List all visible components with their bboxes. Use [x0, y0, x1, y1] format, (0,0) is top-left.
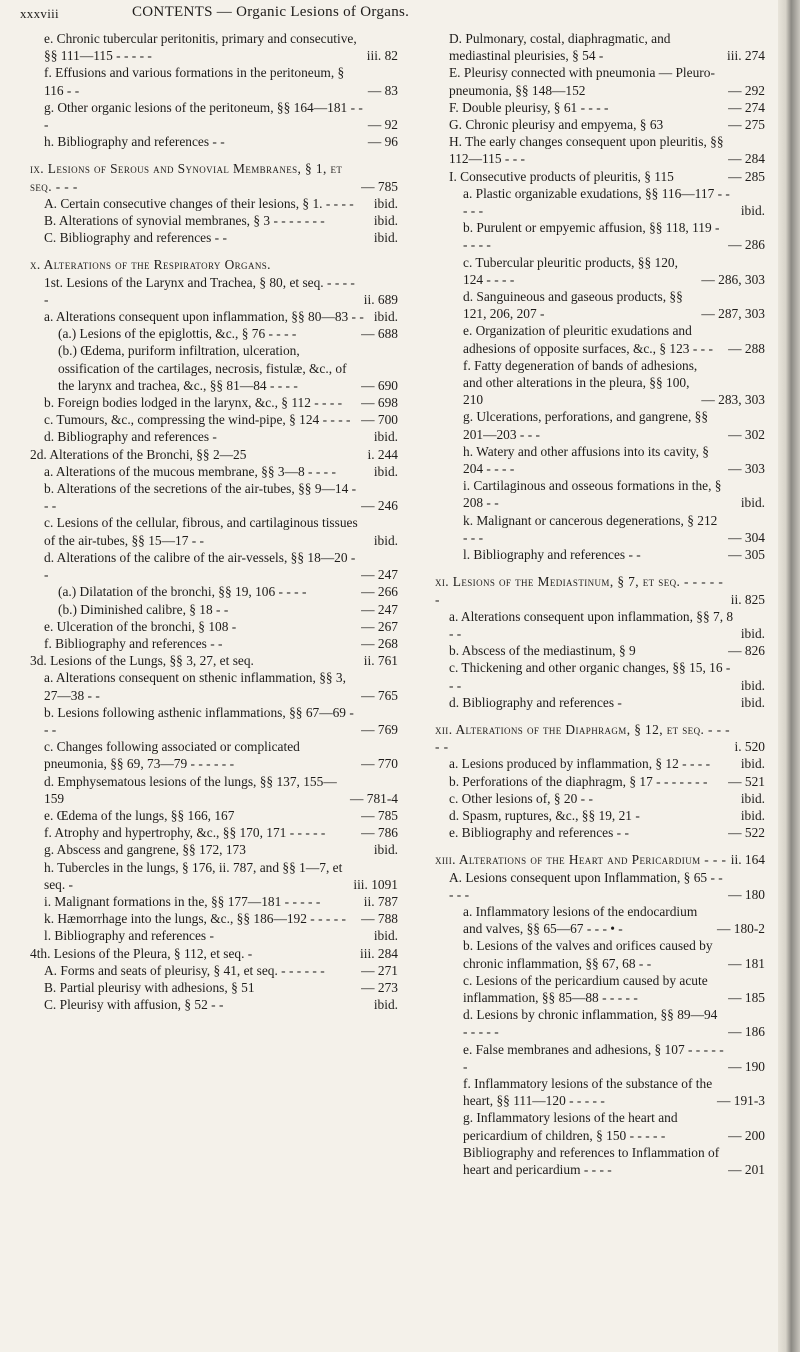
toc-entry [30, 480, 398, 514]
entry-text: b. Lesions following asthenic inflammations, §§ 67—69 - - - [44, 704, 354, 737]
toc-entry [30, 773, 398, 807]
toc-entry [435, 219, 765, 253]
entry-text: 3d. Lesions of the Lungs, §§ 3, 27, et seq. [30, 653, 254, 669]
entry-text: h. Tubercles in the lungs, § 176, ii. 787, and §§ 1—7, et seq. - [44, 859, 343, 892]
page-ref: — 267 [361, 618, 398, 634]
page-ref: — 268 [361, 635, 398, 651]
toc-entry [30, 996, 398, 1013]
toc-entry [30, 859, 398, 893]
entry-text: d. Lesions by chronic inflammation, §§ 89—94 - - - - - [463, 1007, 718, 1040]
page-ref: — 180-2 [717, 921, 765, 937]
entry-text: h. Watery and other affusions into its cavity, § 204 - - - - [463, 443, 709, 477]
toc-entry [30, 669, 398, 703]
page-ref: — 247 [361, 601, 398, 617]
toc-entry [30, 618, 398, 635]
page-ref: ii. 689 [363, 291, 398, 307]
toc-entry [30, 99, 398, 133]
page-ref: ibid. [740, 756, 765, 772]
page-ref: — 286, 303 [701, 271, 765, 287]
page-ref: iii. 284 [360, 945, 398, 961]
entry-text: e. Œdema of the lungs, §§ 166, 167 [44, 807, 235, 823]
page-ref: iii. 274 [727, 48, 765, 64]
page-ref: — 303 [728, 461, 765, 477]
toc-entry [30, 807, 398, 824]
entry-text: f. Bibliography and references - - [44, 635, 223, 651]
entry-text: b. Abscess of the mediastinum, § 9 [449, 643, 636, 659]
page-ref: — 788 [361, 911, 398, 927]
entry-text: 2d. Alterations of the Bronchi, §§ 2—25 [30, 446, 247, 462]
page-ref: — 785 [361, 807, 398, 823]
page-ref: ibid. [740, 807, 765, 823]
page-ref: — 292 [728, 82, 765, 98]
entry-text: c. Tumours, &c., compressing the wind-pipe, § 124 - - - - [44, 412, 351, 428]
toc-entry [30, 738, 398, 772]
page-ref: — 688 [361, 326, 398, 342]
page-ref: — 522 [728, 825, 765, 841]
section-heading [30, 160, 398, 194]
toc-entry [30, 30, 398, 64]
toc-entry [435, 254, 765, 288]
page-ref: — 191-3 [717, 1093, 765, 1109]
entry-text: e. False membranes and adhesions, § 107 - - - - - - [463, 1041, 724, 1074]
toc-entry [435, 512, 765, 546]
entry-text: e. Organization of pleuritic exudations and adhesions of opposite surfaces, &c., § 123 - - - [463, 323, 713, 356]
toc-entry [435, 288, 765, 322]
page-ref: i. 244 [367, 446, 398, 462]
entry-text: i. Malignant formations in the, §§ 177—181 - - - - - [44, 893, 321, 909]
page-ref: — 200 [728, 1127, 765, 1143]
entry-text: b. Perforations of the diaphragm, § 17 - - - - - - - [449, 773, 708, 789]
page-ref: — 285 [728, 168, 765, 184]
toc-entry [435, 116, 765, 133]
section-heading [435, 721, 765, 755]
page-ref: — 287, 303 [701, 306, 765, 322]
entry-text: ix. Lesions of Serous and Synovial Membranes, § 1, et seq. - - - [30, 161, 343, 194]
toc-entry [435, 185, 765, 219]
entry-text: e. Chronic tubercular peritonitis, primary and consecutive, §§ 111—115 - - - - - [44, 31, 357, 64]
entry-text: c. Other lesions of, § 20 - - [449, 790, 593, 806]
toc-entry [30, 229, 398, 246]
toc-entry [435, 477, 765, 511]
entry-text: e. Bibliography and references - - [449, 825, 629, 841]
toc-entry [30, 342, 398, 394]
toc-entry [30, 945, 398, 962]
toc-entry [435, 99, 765, 116]
page-ref: ibid. [740, 495, 765, 511]
toc-entry [435, 133, 765, 167]
toc-entry [435, 30, 765, 64]
page-ref: — 288 [728, 340, 765, 356]
entry-text: H. The early changes consequent upon pleuritis, §§ 112—115 - - - [449, 134, 724, 167]
section-heading [435, 573, 765, 607]
page-ref: — 181 [728, 955, 765, 971]
entry-text: b. Alterations of the secretions of the air-tubes, §§ 9—14 - - - [44, 481, 357, 514]
page-ref: — 690 [361, 377, 398, 393]
right-column [435, 30, 765, 1178]
toc-entry [435, 1109, 765, 1143]
entry-text: h. Bibliography and references - - [44, 134, 225, 150]
entry-text: l. Bibliography and references - - [463, 547, 641, 563]
toc-entry [435, 903, 765, 937]
page-ref: — 826 [728, 643, 765, 659]
page-ref: ibid. [373, 195, 398, 211]
entry-text: c. Tubercular pleuritic products, §§ 120, 124 - - - - [463, 254, 678, 287]
toc-entry [30, 962, 398, 979]
entry-text: (b.) Œdema, puriform infiltration, ulceration, ossification of the cartilages, necrosis, fistulæ, &c., of the larynx and trachea, &c., §§ 81—84 - - - - [58, 343, 347, 393]
entry-text: g. Ulcerations, perforations, and gangrene, §§ 201—203 - - - [463, 409, 709, 442]
entry-text: A. Lesions consequent upon Inflammation, § 65 - - - - - [449, 869, 723, 902]
entry-text: g. Inflammatory lesions of the heart and pericardium of children, § 150 - - - - - [463, 1110, 678, 1143]
entry-text: xii. Alterations of the Diaphragm, § 12, et seq. - - - - - [435, 721, 731, 755]
page-ref: ibid. [373, 842, 398, 858]
page-header [20, 4, 780, 26]
entry-text: x. Alterations of the Respiratory Organs. [30, 257, 271, 273]
entry-text: (a.) Dilatation of the bronchi, §§ 19, 106 - - - - [58, 584, 307, 600]
toc-entry [435, 642, 765, 659]
toc-entry [30, 652, 398, 669]
page-ref: — 698 [361, 395, 398, 411]
entry-text: e. Ulceration of the bronchi, § 108 - [44, 618, 237, 634]
page-ref: — 83 [367, 82, 398, 98]
page-ref: — 96 [367, 134, 398, 150]
page-ref: — 274 [728, 99, 765, 115]
entry-text: b. Foreign bodies lodged in the larynx, &c., § 112 - - - - [44, 395, 343, 411]
toc-entry [30, 463, 398, 480]
page-ref: — 275 [728, 117, 765, 133]
entry-text: d. Spasm, ruptures, &c., §§ 19, 21 - [449, 807, 640, 823]
toc-entry [435, 790, 765, 807]
page-ref: — 302 [728, 426, 765, 442]
entry-text: xi. Lesions of the Mediastinum, § 7, et seq. - - - - - - [435, 574, 724, 607]
page-ref: ii. 761 [363, 653, 398, 669]
entry-text: (b.) Diminished calibre, § 18 - - [58, 601, 229, 617]
page-ref: — 186 [728, 1024, 765, 1040]
toc-entry [435, 694, 765, 711]
entry-text: l. Bibliography and references - [44, 928, 214, 944]
page-ref: — 266 [361, 584, 398, 600]
toc-entry [30, 893, 398, 910]
entry-text: G. Chronic pleurisy and empyema, § 63 [449, 117, 664, 133]
toc-entry [30, 394, 398, 411]
toc-entry [435, 869, 765, 903]
toc-entry [435, 1006, 765, 1040]
entry-text: i. Cartilaginous and osseous formations in the, § 208 - - [463, 478, 722, 511]
entry-text: a. Alterations consequent upon inflammation, §§ 80—83 - - [44, 309, 364, 325]
entry-text: 4th. Lesions of the Pleura, § 112, et seq. - [30, 945, 253, 961]
page-ref: — 769 [361, 721, 398, 737]
entry-text: Bibliography and references to Inflammation of heart and pericardium - - - - [463, 1144, 720, 1177]
page-ref: ibid. [740, 625, 765, 641]
page-ref: — 786 [361, 825, 398, 841]
toc-entry [30, 514, 398, 548]
entry-text: f. Atrophy and hypertrophy, &c., §§ 170, 171 - - - - - [44, 825, 326, 841]
entry-text: c. Thickening and other organic changes, §§ 15, 16 - - - [449, 660, 731, 693]
toc-entry [30, 635, 398, 652]
toc-entry [30, 704, 398, 738]
page-ref: ii. 825 [730, 591, 765, 607]
page-number: xxxviii [20, 6, 59, 21]
toc-entry [30, 979, 398, 996]
page-ref: ibid. [373, 230, 398, 246]
toc-entry [30, 133, 398, 150]
page-ref: ibid. [740, 677, 765, 693]
page-ref: ibid. [373, 928, 398, 944]
page-edge-shadow [778, 0, 800, 1352]
entry-text: (a.) Lesions of the epiglottis, &c., § 76 - - - - [58, 326, 297, 342]
page-ref: — 304 [728, 529, 765, 545]
entry-text: E. Pleurisy connected with pneumonia — Pleuro-pneumonia, §§ 148—152 [449, 65, 715, 98]
toc-entry [435, 1144, 765, 1178]
page-ref: — 247 [361, 567, 398, 583]
page-ref: ibid. [373, 429, 398, 445]
page-ref: — 286 [728, 237, 765, 253]
entry-text: k. Malignant or cancerous degenerations, § 212 - - - [463, 512, 718, 545]
toc-entry [30, 308, 398, 325]
toc-entry [435, 937, 765, 971]
toc-entry [435, 443, 765, 477]
toc-entry [30, 601, 398, 618]
entry-text: a. Alterations consequent upon inflammation, §§ 7, 8 - - [449, 608, 734, 641]
page-ref: ibid. [373, 213, 398, 229]
toc-entry [435, 1075, 765, 1109]
page-ref: — 700 [361, 412, 398, 428]
entry-text: I. Consecutive products of pleuritis, § 115 [449, 168, 674, 184]
toc-entry [30, 212, 398, 229]
page-ref: ibid. [373, 532, 398, 548]
toc-entry [30, 549, 398, 583]
toc-entry [30, 824, 398, 841]
entry-text: c. Lesions of the cellular, fibrous, and cartilaginous tissues of the air-tubes, §§ 15—17 - - [44, 515, 358, 548]
entry-text: C. Pleurisy with affusion, § 52 - - [44, 997, 224, 1013]
entry-text: f. Fatty degeneration of bands of adhesions, and other alterations in the pleura, §§ 100, 210 [463, 357, 698, 408]
page-ref: ii. 164 [730, 852, 765, 868]
toc-entry [30, 325, 398, 342]
toc-entry [30, 927, 398, 944]
section-heading [435, 851, 765, 868]
toc-entry [435, 357, 765, 409]
entry-text: a. Alterations consequent on sthenic inflammation, §§ 3, 27—38 - - [44, 670, 346, 703]
toc-entry [30, 195, 398, 212]
toc-entry [435, 807, 765, 824]
toc-entry [435, 755, 765, 772]
entry-text: a. Lesions produced by inflammation, § 12 - - - - [449, 756, 711, 772]
toc-entry [30, 910, 398, 927]
page-ref: — 273 [361, 979, 398, 995]
toc-entry [435, 64, 765, 98]
page-ref: — 201 [728, 1162, 765, 1177]
entry-text: f. Inflammatory lesions of the substance of the heart, §§ 111—120 - - - - - [463, 1075, 713, 1109]
page-ref: — 305 [728, 547, 765, 563]
entry-text: A. Certain consecutive changes of their lesions, § 1. - - - - [44, 195, 354, 211]
entry-text: f. Effusions and various formations in the peritoneum, § 116 - - [44, 65, 345, 98]
entry-text: xiii. Alterations of the Heart and Pericardium - - - [435, 852, 727, 868]
page-ref: — 770 [361, 756, 398, 772]
entry-text: B. Alterations of synovial membranes, § 3 - - - - - - - [44, 213, 325, 229]
toc-entry [435, 1041, 765, 1075]
entry-text: a. Alterations of the mucous membrane, §§ 3—8 - - - - [44, 463, 336, 479]
toc-entry [30, 428, 398, 445]
toc-entry [435, 168, 765, 185]
toc-entry [30, 274, 398, 308]
toc-entry [30, 64, 398, 98]
page-ref: ibid. [373, 997, 398, 1013]
entry-text: F. Double pleurisy, § 61 - - - - [449, 99, 609, 115]
page-ref: — 521 [728, 773, 765, 789]
entry-text: d. Bibliography and references - [44, 429, 217, 445]
toc-entry [435, 608, 765, 642]
toc-entry [30, 841, 398, 858]
page-ref: — 246 [361, 498, 398, 514]
toc-entry [30, 446, 398, 463]
toc-entry [435, 773, 765, 790]
page-ref: — 271 [361, 962, 398, 978]
entry-text: A. Forms and seats of pleurisy, § 41, et seq. - - - - - - [44, 962, 325, 978]
entry-text: 1st. Lesions of the Larynx and Trachea, § 80, et seq. - - - - - [44, 274, 355, 307]
entry-text: b. Purulent or empyemic affusion, §§ 118, 119 - - - - - [463, 220, 720, 253]
page-ref: — 284 [728, 151, 765, 167]
page-ref: — 781-4 [350, 790, 398, 806]
entry-text: d. Emphysematous lesions of the lungs, §§ 137, 155—159 [44, 773, 337, 806]
page-ref: ibid. [740, 694, 765, 710]
entry-text: d. Bibliography and references - [449, 694, 622, 710]
entry-text: d. Alterations of the calibre of the air-vessels, §§ 18—20 - - [44, 549, 356, 583]
entry-text: b. Lesions of the valves and orifices caused by chronic inflammation, §§ 67, 68 - - [463, 938, 713, 971]
toc-entry [435, 546, 765, 563]
toc-entry [30, 583, 398, 600]
entry-text: d. Sanguineous and gaseous products, §§ 121, 206, 207 - [463, 289, 683, 322]
running-title: CONTENTS — Organic Lesions of Organs. [132, 4, 410, 20]
page-ref: — 190 [728, 1058, 765, 1074]
entry-text: c. Lesions of the pericardium caused by acute inflammation, §§ 85—88 - - - - - [463, 972, 708, 1005]
page-ref: ibid. [373, 463, 398, 479]
section-heading [30, 256, 398, 273]
page-ref: ibid. [740, 790, 765, 806]
toc-entry [435, 972, 765, 1006]
entry-text: c. Changes following associated or complicated pneumonia, §§ 69, 73—79 - - - - - - [44, 739, 300, 772]
entry-text: C. Bibliography and references - - [44, 230, 227, 246]
toc-entry [30, 411, 398, 428]
page-ref: ibid. [740, 203, 765, 219]
page-ref: iii. 82 [366, 48, 398, 64]
toc-entry [435, 824, 765, 841]
page-ref: ibid. [373, 309, 398, 325]
toc-entry [435, 659, 765, 693]
page-ref: iii. 1091 [353, 876, 398, 892]
page-ref: — 283, 303 [701, 392, 765, 408]
page-ref: — 765 [361, 687, 398, 703]
entry-text: k. Hæmorrhage into the lungs, &c., §§ 186—192 - - - - - [44, 911, 346, 927]
page-ref: — 180 [728, 886, 765, 902]
page-ref: — 185 [728, 989, 765, 1005]
page-ref: ii. 787 [363, 893, 398, 909]
page-ref: — 785 [361, 178, 398, 194]
entry-text: a. Inflammatory lesions of the endocardium and valves, §§ 65—67 - - - • - [463, 903, 698, 937]
entry-text: B. Partial pleurisy with adhesions, § 51 [44, 979, 255, 995]
toc-entry [435, 322, 765, 356]
page-ref: — 92 [367, 117, 398, 133]
entry-text: D. Pulmonary, costal, diaphragmatic, and mediastinal pleurisies, § 54 - [449, 31, 671, 64]
entry-text: a. Plastic organizable exudations, §§ 116—117 - - - - - [463, 185, 730, 219]
page-ref: i. 520 [734, 739, 765, 755]
entry-text: g. Abscess and gangrene, §§ 172, 173 [44, 842, 246, 858]
left-column [30, 30, 398, 1013]
entry-text: g. Other organic lesions of the peritoneum, §§ 164—181 - - - [44, 99, 363, 133]
toc-entry [435, 408, 765, 442]
